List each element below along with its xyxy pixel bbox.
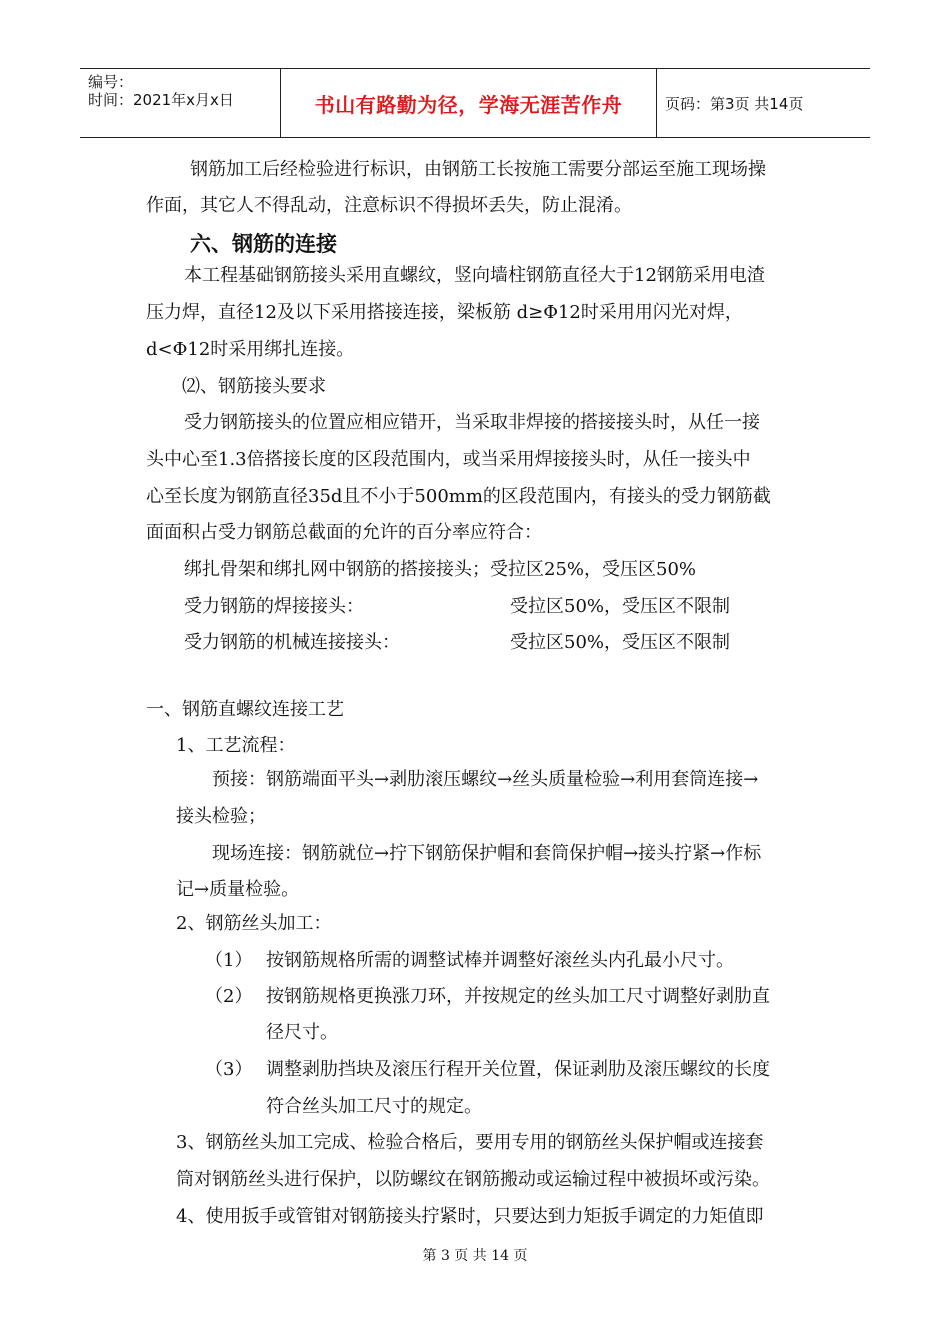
- paragraph-line: 面面积占受力钢筋总截面的允许的百分率应符合：: [146, 522, 542, 543]
- paragraph-line: 本工程基础钢筋接头采用直螺纹，竖向墙柱钢筋直径大于12钢筋采用电渣: [184, 265, 765, 286]
- paragraph-line: 预接：钢筋端面平头→剥肋滚压螺纹→丝头质量检验→利用套筒连接→: [212, 769, 759, 790]
- page-footer: 第 3 页 共 14 页: [422, 1248, 528, 1264]
- step-heading: 1、工艺流程：: [176, 735, 296, 756]
- list-number: （2）: [205, 986, 253, 1007]
- paragraph-line: 记→质量检验。: [176, 879, 300, 900]
- list-item: 径尺寸。: [266, 1022, 338, 1043]
- number-label: 编号：: [88, 73, 134, 91]
- list-item: 按钢筋规格所需的调整试棒并调整好滚丝头内孔最小尺寸。: [266, 950, 734, 971]
- paragraph-line: 头中心至1.3倍搭接长度的区段范围内，或当采用焊接接头时，从任一接头中: [146, 449, 751, 470]
- paragraph-line: 钢筋加工后经检验进行标识，由钢筋工长按施工需要分部运至施工现场操: [190, 159, 766, 180]
- header-meta-cell: [80, 69, 281, 137]
- page-header: [80, 68, 870, 138]
- paragraph-line: 压力焊，直径12及以下采用搭接连接，梁板筋 d≥Φ12时采用用闪光对焊，: [146, 302, 743, 323]
- list-item: 符合丝头加工尺寸的规定。: [266, 1096, 482, 1117]
- header-motto: 书山有路勤为径，学海无涯苦作舟: [281, 69, 657, 137]
- paragraph-line: 现场连接：钢筋就位→拧下钢筋保护帽和套筒保护帽→接头拧紧→作标: [212, 843, 762, 864]
- section-heading: 一、钢筋直螺纹连接工艺: [146, 699, 344, 720]
- requirement-line: 绑扎骨架和绑扎网中钢筋的搭接接头；受拉区25%，受压区50%: [184, 559, 697, 580]
- requirement-label: 受力钢筋的机械连接接头：: [184, 632, 400, 653]
- list-number: （3）: [205, 1059, 253, 1080]
- requirement-label: 受力钢筋的焊接接头：: [184, 596, 364, 617]
- requirement-value: 受拉区50%，受压区不限制: [510, 632, 731, 653]
- paragraph-line: 心至长度为钢筋直径35d且不小于500mm的区段范围内，有接头的受力钢筋截: [146, 486, 771, 507]
- section-heading: 六、钢筋的连接: [190, 232, 337, 256]
- paragraph-line: 4、使用扳手或管钳对钢筋接头拧紧时，只要达到力矩扳手调定的力矩值即: [176, 1206, 764, 1227]
- subsection-heading: ⑵、钢筋接头要求: [182, 376, 326, 397]
- requirement-value: 受拉区50%，受压区不限制: [510, 596, 731, 617]
- paragraph-line: 受力钢筋接头的位置应相应错开，当采取非焊接的搭接接头时，从任一接: [184, 412, 760, 433]
- date-label: 时间：2021年x月x日: [88, 91, 234, 109]
- paragraph-line: 筒对钢筋丝头进行保护，以防螺纹在钢筋搬动或运输过程中被损坏或污染。: [176, 1169, 770, 1190]
- page-number-label: 页码：第3页 共14页: [665, 94, 804, 113]
- list-item: 调整剥肋挡块及滚压行程开关位置，保证剥肋及滚压螺纹的长度: [266, 1059, 770, 1080]
- paragraph-line: 作面，其它人不得乱动，注意标识不得损坏丢失，防止混淆。: [146, 195, 632, 216]
- step-heading: 2、钢筋丝头加工：: [176, 913, 332, 934]
- list-number: （1）: [205, 950, 253, 971]
- paragraph-line: d<Φ12时采用绑扎连接。: [146, 339, 355, 360]
- header-page-number: [665, 69, 870, 137]
- list-item: 按钢筋规格更换涨刀环，并按规定的丝头加工尺寸调整好剥肋直: [266, 986, 770, 1007]
- paragraph-line: 3、钢筋丝头加工完成、检验合格后，要用专用的钢筋丝头保护帽或连接套: [176, 1132, 764, 1153]
- paragraph-line: 接头检验；: [176, 806, 266, 827]
